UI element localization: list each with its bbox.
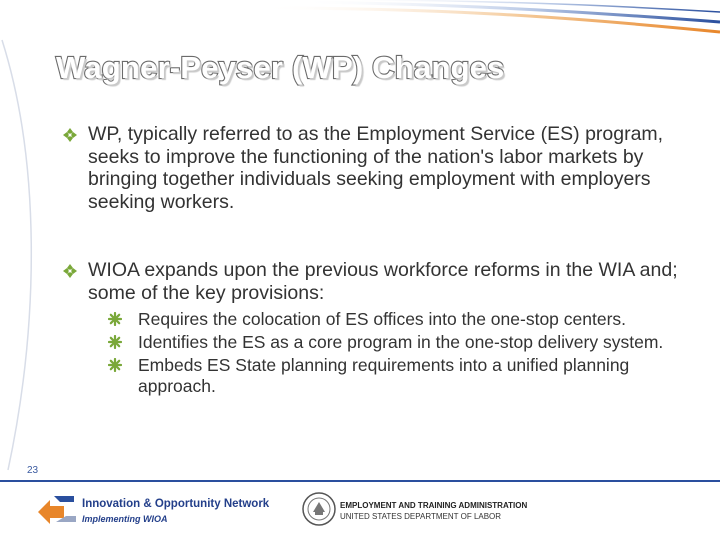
ion-logo — [34, 490, 284, 530]
burst-bullet-icon — [108, 355, 138, 377]
sub-bullet-item — [108, 332, 692, 354]
sub-bullet-text: Embeds ES State planning requirements into a unified planning approach. — [138, 355, 630, 396]
ion-logo-subtitle: Implementing WIOA — [82, 514, 168, 524]
sub-bullet-text: Identifies the ES as a core program in the one-stop delivery system. — [138, 332, 664, 352]
eta-logo-subtitle: UNITED STATES DEPARTMENT OF LABOR — [340, 512, 502, 521]
footer-divider — [0, 480, 720, 482]
slide-title: Wagner-Peyser (WP) Changes — [56, 50, 505, 85]
burst-bullet-icon — [108, 332, 138, 354]
ion-logo-title: Innovation & Opportunity Network — [82, 498, 270, 510]
eta-logo — [302, 492, 542, 528]
sub-bullet-list — [108, 309, 692, 396]
burst-bullet-icon — [108, 309, 138, 331]
ion-logo-mark-icon — [34, 492, 80, 528]
sub-bullet-text: Requires the colocation of ES offices into the one-stop centers. — [138, 309, 627, 329]
page-number: 23 — [27, 465, 39, 476]
sub-bullet-item — [108, 309, 692, 331]
bullet-item — [62, 123, 692, 213]
bullet-text: WP, typically referred to as the Employment Service (ES) program, seeks to improve the functioning of the nation's labor markets by bringing together individuals seeking employment with employers seeking workers. — [88, 123, 664, 213]
diamond-bullet-icon — [62, 123, 88, 148]
eta-logo-title: EMPLOYMENT AND TRAINING ADMINISTRATION — [340, 501, 528, 510]
dol-seal-icon — [302, 492, 336, 526]
bullet-text: WIOA expands upon the previous workforce reforms in the WIA and; some of the key provisions: — [88, 259, 678, 304]
diamond-bullet-icon — [62, 259, 88, 284]
sub-bullet-item — [108, 355, 692, 396]
slide-content — [62, 123, 692, 397]
bullet-item — [62, 259, 692, 397]
